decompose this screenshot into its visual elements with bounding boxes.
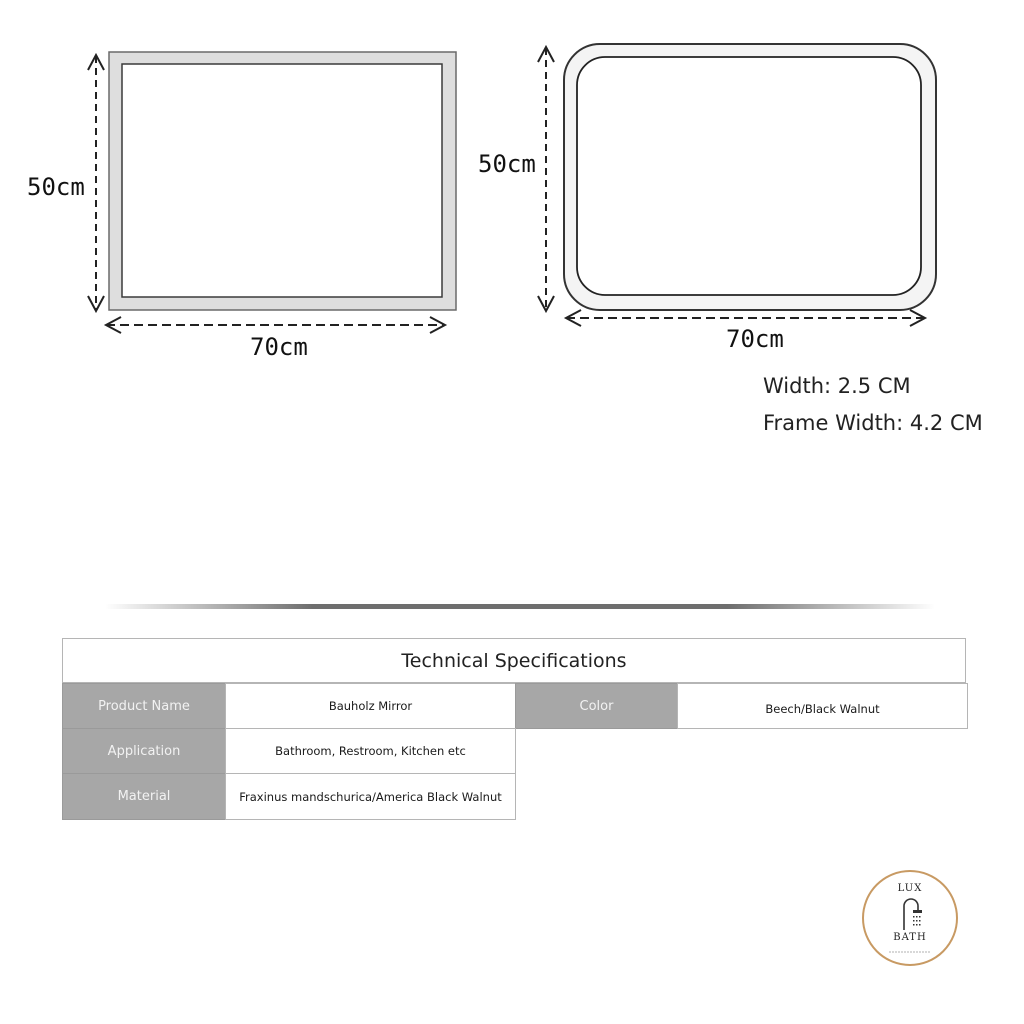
spec-value-material: Fraxinus mandschurica/America Black Walnut — [225, 773, 516, 820]
rounded-mirror-width-arrow — [566, 310, 925, 326]
rounded-mirror-width-label: 70cm — [726, 325, 784, 353]
spec-value-application: Bathroom, Restroom, Kitchen etc — [225, 728, 516, 774]
logo-top-text: LUX — [897, 883, 923, 894]
spec-label-product-name: Product Name — [62, 683, 226, 729]
spec-label-color: Color — [515, 683, 678, 729]
square-mirror-glass — [122, 64, 442, 297]
square-mirror-height-arrow — [88, 55, 104, 311]
logo-bottom-text: BATH — [893, 932, 927, 943]
frame-width-note: Frame Width: 4.2 CM — [763, 411, 983, 435]
shower-icon — [862, 870, 958, 966]
square-mirror-height-label: 50cm — [27, 173, 85, 201]
spec-label-material: Material — [62, 773, 226, 820]
square-mirror-width-label: 70cm — [250, 333, 308, 361]
rounded-mirror-height-arrow — [538, 47, 554, 311]
square-mirror-width-arrow — [106, 317, 445, 333]
spec-label-application: Application — [62, 728, 226, 774]
rounded-mirror-height-label: 50cm — [478, 150, 536, 178]
lux-bath-logo — [862, 870, 958, 966]
spec-table-title: Technical Specifications — [62, 638, 966, 683]
spec-value-color: Beech/Black Walnut — [677, 683, 968, 729]
square-mirror-diagram — [0, 0, 1024, 370]
section-divider — [105, 604, 935, 609]
rounded-mirror-frame — [564, 44, 936, 310]
spec-value-product-name: Bauholz Mirror — [225, 683, 516, 729]
width-note: Width: 2.5 CM — [763, 374, 911, 398]
